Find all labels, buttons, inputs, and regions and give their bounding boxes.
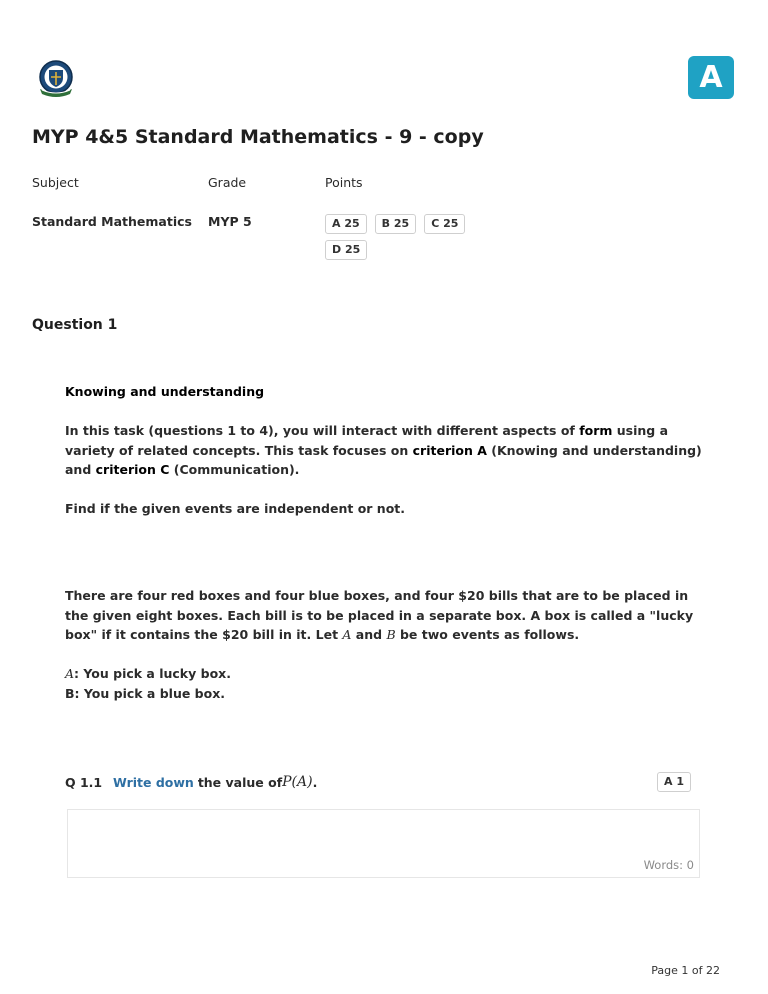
sub-question-1-1 [65, 772, 691, 792]
points-badges [325, 214, 475, 260]
sub-question-text: the value of [197, 774, 283, 790]
points-badge-a: A 25 [325, 214, 367, 234]
school-crest-icon [34, 59, 78, 99]
command-term: Write down [113, 774, 194, 790]
event-b: B: You pick a blue box. [65, 685, 226, 701]
task-intro [65, 421, 710, 480]
points-badge-b: B 25 [375, 214, 417, 234]
document-title: MYP 4&5 Standard Mathematics - 9 - copy [32, 126, 484, 148]
points-badge-c: C 25 [424, 214, 465, 234]
scenario-text-2: be two events as follows. [395, 627, 580, 642]
intro-text-3: (Knowing and understanding) and [65, 442, 702, 477]
intro-criterion-c: criterion C [95, 462, 170, 477]
sub-question-end: . [312, 774, 318, 790]
points-label: Points [325, 175, 363, 190]
event-a [65, 664, 710, 684]
intro-text-2: using a variety of related concepts. This task focuses on [65, 423, 669, 458]
subject-label: Subject [32, 175, 79, 190]
events [65, 664, 710, 703]
section-title-text: Knowing and understanding [65, 384, 265, 399]
intro-form: form [579, 423, 613, 438]
sub-question-math: P(A) [282, 774, 313, 790]
page-number: Page 1 of 22 [651, 964, 720, 977]
points-badge-d: D 25 [325, 240, 367, 260]
intro-criterion-a: criterion A [412, 442, 487, 458]
event-a-var: A [65, 666, 75, 681]
grade-label: Grade [208, 175, 247, 190]
intro-text-1: In this task (questions 1 to 4), you will interact with different aspects of [65, 423, 580, 438]
subject-value: Standard Mathematics [32, 214, 192, 229]
question-heading: Question 1 [32, 317, 118, 333]
scenario [65, 586, 710, 645]
scenario-var-b: B [386, 627, 396, 642]
word-count: Words: 0 [643, 858, 694, 872]
answer-input[interactable] [67, 809, 700, 878]
grade-value: MYP 5 [208, 214, 252, 229]
sub-question-marks: A 1 [657, 772, 691, 792]
intro-text-4: (Communication). [169, 462, 300, 477]
sub-question-number: Q 1.1 [65, 774, 103, 790]
scenario-and: and [351, 627, 387, 642]
instruction-text: Find if the given events are independent or not. [65, 501, 406, 516]
scenario-text-1: There are four red boxes and four blue boxes, and four $20 bills that are to be placed in the given eight boxes. Each bill is to be placed in a separate box. A box is called a "lucky box" if it contains the $20 bill in it. Let [65, 588, 694, 642]
app-logo: A [688, 56, 734, 99]
scenario-var-a: A [342, 627, 352, 642]
instruction [65, 499, 710, 519]
section-title [65, 382, 710, 402]
event-a-text: : You pick a lucky box. [74, 666, 231, 681]
